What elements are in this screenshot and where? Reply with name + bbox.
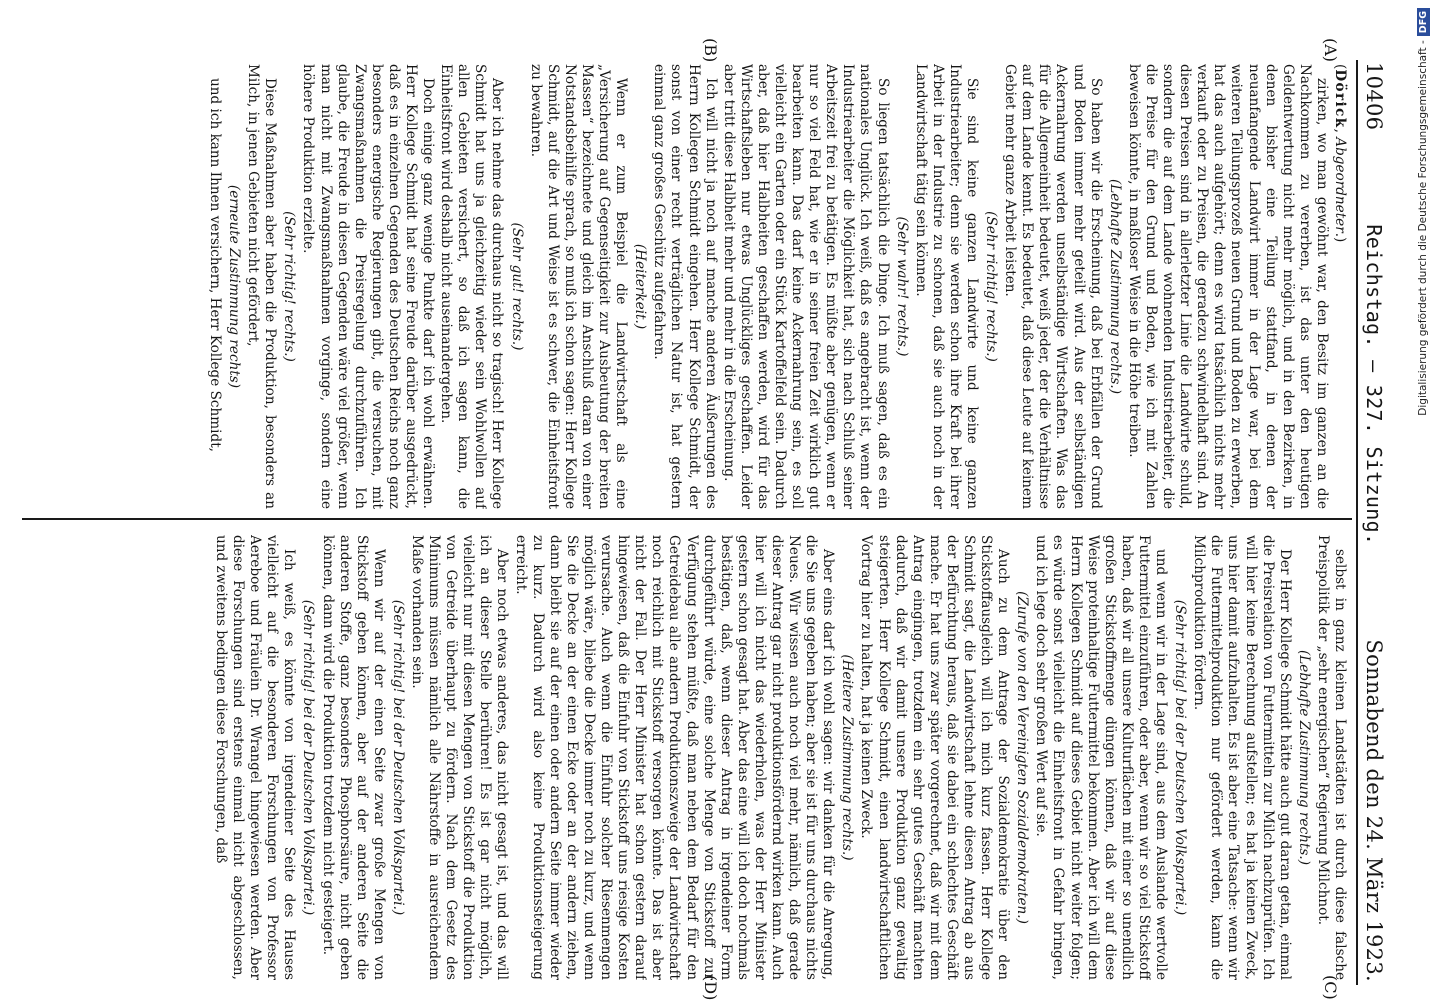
session-title: Reichstag. — 327. Sitzung. <box>1362 224 1386 546</box>
header-rule <box>1356 60 1358 985</box>
paragraph: Wenn wir auf der einen Seite zwar große Mengen von Stickstoff geben können, aber auf der anderen Seite die anderen Stoffe, ganz besonders Phosphorsäure, nicht geben können, dann wird die Produktion trotzdem nicht gesteigert. <box>319 535 387 980</box>
interjection: (Lebhafte Zustimmung rechts.) <box>1106 178 1123 395</box>
paragraph: Wenn er zum Beispiel die Landwirtschaft als eine „Versicherung auf Gegenseitigkeit zur Ausbeutung der breiten Massen“ bezeichnete und gleich im Anschluß daran von einer Notstandsbeihilfe sprach, so muß ich schon sagen: Herr Kollege Schmidt, auf die Art und Weise ist es schwer, die Einheitsfront zu bewahren. <box>527 64 630 509</box>
page-number: 10406 <box>1362 62 1386 131</box>
digitization-strip <box>1416 8 1430 988</box>
interjection: (Heiterkeit.) <box>632 243 649 330</box>
document-page <box>10 0 1410 1000</box>
interjection: (Sehr richtig! bei der Deutschen Volkspartei.) <box>300 599 317 916</box>
interjection: (Zurufe von den Vereinigten Sozialdemokraten.) <box>1014 591 1031 924</box>
interjection: (Sehr richtig! bei der Deutschen Volkspartei.) <box>1172 599 1189 916</box>
interjection: (Lebhafte Zustimmung rechts.) <box>1295 649 1312 866</box>
interjection: (Sehr wahr! rechts.) <box>893 216 910 357</box>
margin-marker-d: (D) <box>701 975 720 1000</box>
margin-marker-c: (C) <box>1321 975 1340 1000</box>
paragraph: Doch einige ganz wenige Punkte darf ich wohl erwähnen. Herr Kollege Schmidt hat seine Freude darüber ausgedrückt, daß es in einzelnen Gegenden des Deutschen Reichs noch ganz besonders energische Regierungen gibt, die versuchen, mit Zwangsmaßnahmen die Preisregelung durchzuführen. Ich glaube, die Freude in diesen Gegenden wäre viel größer, wenn man nicht mit Zwangsmaßnahmen vorginge, sondern eine höhere Produktion erzielte. <box>300 64 437 509</box>
interjection: (erneute Zustimmung rechts) <box>226 184 243 389</box>
page-header <box>1362 62 1402 982</box>
paragraph: und ich kann Ihnen versichern, Herr Kollege Schmidt, <box>207 78 223 453</box>
paragraph: Sie sind keine ganzen Landwirte und keine ganzen Industriearbeiter; denn sie werden schon ihre Kraft bei ihrer Arbeit in der Industrie zu schonen, daß sie auch noch in der Landwirtschaft tätig sein können. <box>912 64 981 509</box>
paragraph: Der Herr Kollege Schmidt hätte auch gut daran getan, einmal die Preisrelation von Futtermitteln zur Milch nachzuprüfen. Ich will hier keine Berechnung aufstellen; es hat ja keinen Zweck, uns hier damit aufzuhalten. Es ist aber eine Tatsache: wenn wir die Futtermittelproduktion nur gefördert werden, kann die Milchproduktion fördern. <box>1191 535 1293 980</box>
paragraph: Ich weiß, es könnte von irgendeiner Seite des Hauses vielleicht auf die besonderen Forschungen von Professor Aereboe und Fräulein Dr. Wrangel hingewiesen werden. Aber diese Forschungen sind erstens einmal nicht abgeschlossen, und zweitens bedingen diese Forschungen, daß <box>213 535 298 980</box>
column-divider <box>22 518 1352 520</box>
paragraph: zirken, wo man gewöhnt war, den Besitz im ganzen an die Nachkommen zu vererben, ist das unter den heutigen Geldentwertung nicht mehr möglich, und in den Bezirken, in denen bisher eine Teilung stattfand, in denen der neuanfangende Landwirt immer in der Lage war, bei dem weiteren Teilungsprozeß neuen Grund und Boden zu erwerben, hat das auch aufgehört; denn es wird tatsächlich nichts mehr verkauft oder zu Preisen, die geradezu schwindelhaft sind. An diesen Preisen sind in allerletzter Linie die Landwirte schuld, sondern die auf dem Lande wohnenden Industriearbeiter, die die Preise für den Grund und Boden, wie ich mit Zahlen beweisen könnte, in maßloser Weise in die Höhe treiben. <box>1125 64 1330 509</box>
digitization-notice: Digitalisierung gefördert durch die Deutsche Forschungsgemeinschaft - <box>1417 40 1429 416</box>
margin-marker-a: (A) <box>1321 38 1340 63</box>
paragraph: Auch zu dem Antrage der Sozialdemokratie über den Stickstoffausgleich will ich mich kurz fassen. Herr Kollege Schmidt sagt, die Landwirtschaft lehne diesen Antrag ab aus der Befürchtung heraus, daß sie dabei ein schlechtes Geschäft mache. Er hat uns zwar später vorgerechnet, daß wir mit dem Antrag eingingen, trotzdem ein sehr gutes Geschäft machten dadurch, daß wir damit unsere Produktion ganz gewaltig steigerten. Herr Kollege Schmidt, einen landwirtschaftlichen Vortrag hier zu halten, hat ja keinen Zweck. <box>858 535 1012 980</box>
left-column <box>28 64 1348 509</box>
interjection: (Sehr richtig! bei der Deutschen Volkspartei.) <box>389 599 406 916</box>
session-date: Sonnabend den 24. März 1923. <box>1362 639 1386 982</box>
interjection: (Sehr richtig! rechts.) <box>281 211 298 362</box>
interjection: (Heitere Zustimmung rechts.) <box>839 654 856 861</box>
paragraph: So liegen tatsächlich die Dinge. Ich muß sagen, daß es ein nationales Unglück. Ich weiß, daß es angebracht ist, wenn der Industriearbeiter die Möglichkeit hat, sich nach Schluß seiner Arbeitszeit frei zu betätigen. Es müßte aber genügen, wenn er nur so viel Feld hat, wie er in seiner freien Zeit wirklich gut bearbeiten kann. Das darf keine Ackernahrung sein, es soll vielleicht ein Garten oder ein Stück Kartoffelfeld sein. Dadurch aber, daß hier Halbheiten geschaffen werden, wird für das Wirtschaftsleben nur etwas Unglückliges geschaffen. Leider aber tritt diese Halbheit mehr und mehr in die Erscheinung. <box>720 64 891 509</box>
speaker-role: Abgeordneter <box>1332 137 1348 233</box>
paragraph: selbst in ganz kleinen Landstädten ist durch diese falsche Preispolitik der „sehr energischen“ Regierung Milchnot. <box>1314 535 1348 980</box>
paragraph: Diese Maßnahmen aber haben die Produktion, besonders an Milch, in jenen Gebieten nicht gefördert, <box>245 64 279 509</box>
paragraph: Aber noch etwas anderes, das nicht gesagt ist, und das will ich an dieser Stelle berühren! Es ist gar nicht möglich, vielleicht nur mit diesen Mengen von Stickstoff die Produktion von Getreide überhaupt zu fördern. Nach dem Gesetz des Minimums müssen nämlich alle Nährstoffe in ausreichendem Maße vorhanden sein. <box>409 535 511 980</box>
right-column <box>28 535 1348 980</box>
paragraph: Aber ich nehme das durchaus nicht so tragisch! Herr Kollege Schmidt hat uns ja gleichzeitig wieder sein Wohlwollen auf allen Gebieten versichert, so daß ich sagen kann, die Einheitsfront wird deshalb nicht auseinandergehen. <box>438 64 506 509</box>
speaker-line: (Dörick, Abgeordneter.) <box>1332 64 1348 243</box>
paragraph: und wenn wir in der Lage sind, aus dem Auslande wertvolle Futtermittel einzuführen, oder aber, wenn wir so viel Stickstoff haben, daß wir all unsere Kulturflächen mit einer so unendlich großen Stickstoffmenge düngen können, daß wir auf diese Weise proteinhaltige Futtermittel bekommen. Aber ich will dem Herrn Kollegen Schmidt auf dieses Gebiet nicht weiter folgen; es würde sonst vielleicht die Einheitsfront in Gefahr bringen, und ich lege doch sehr großen Wert auf sie. <box>1033 535 1170 980</box>
speaker-name: Dörick <box>1332 69 1348 129</box>
dfg-logo: DFG <box>1417 8 1430 36</box>
paragraph: Ich will nicht ja noch auf manche anderen Äußerungen des Herrn Kollegen Schmidt eingehen. Herr Kollege Schmidt, der sonst von einer recht verträglichen Natur ist, hat gestern einmal ganz großes Geschütz aufgefahren. <box>651 64 719 509</box>
interjection: (Sehr gut! rechts.) <box>508 222 525 351</box>
paragraph: So haben wir die Erscheinung, daß bei Erbfällen der Grund und Boden immer mehr geteilt wird. Aus der selbständigen Ackernahrung werden unselbständige Wirtschaften. Was das für die Allgemeinheit bedeutet, weiß jeder, der die Verhältnisse auf dem Lande kennt. Es bedeutet, daß diese Leute auf keinem Gebiet mehr ganze Arbeit leisten. <box>1002 64 1104 509</box>
interjection: (Sehr richtig! rechts.) <box>983 211 1000 362</box>
margin-marker-b: (B) <box>701 38 720 63</box>
paragraph: Aber eins darf ich wohl sagen: wir danken für die Anregung, die Sie uns gegeben haben; aber sie ist für uns durchaus nichts Neues. Wir wissen auch noch viel mehr, nämlich, daß gerade dieser Antrag gar nicht produktionsfördernd wirken kann. Auch hier will ich nicht das wiederholen, was der Herr Minister gestern schon gesagt hat. Aber das eine will ich doch nochmals bestätigen, daß, wenn dieser Antrag in irgendeiner Form durchgeführt würde, eine solche Menge von Stickstoff zur Verfügung stehen müßte, daß man neben dem Bedarf für den Getreidebau alle andern Produktionszweige der Landwirtschaft noch reichlich mit Stickstoff versorgen könnte. Das ist aber nicht der Fall. Der Herr Minister hat schon gestern darauf hingewiesen, daß die Einfuhr von Stickstoff uns riesige Kosten verursache. Auch wenn die Einfuhr solcher Riesenmengen möglich wäre, bliebe die Decke immer noch zu kurz, und wenn Sie die Decke an der einen Ecke oder an der andern ziehen, dann bleibt sie auf der einen oder andern Seite immer wieder zu kurz. Dadurch wird also keine Produktionssteigerung erreicht. <box>512 535 837 980</box>
